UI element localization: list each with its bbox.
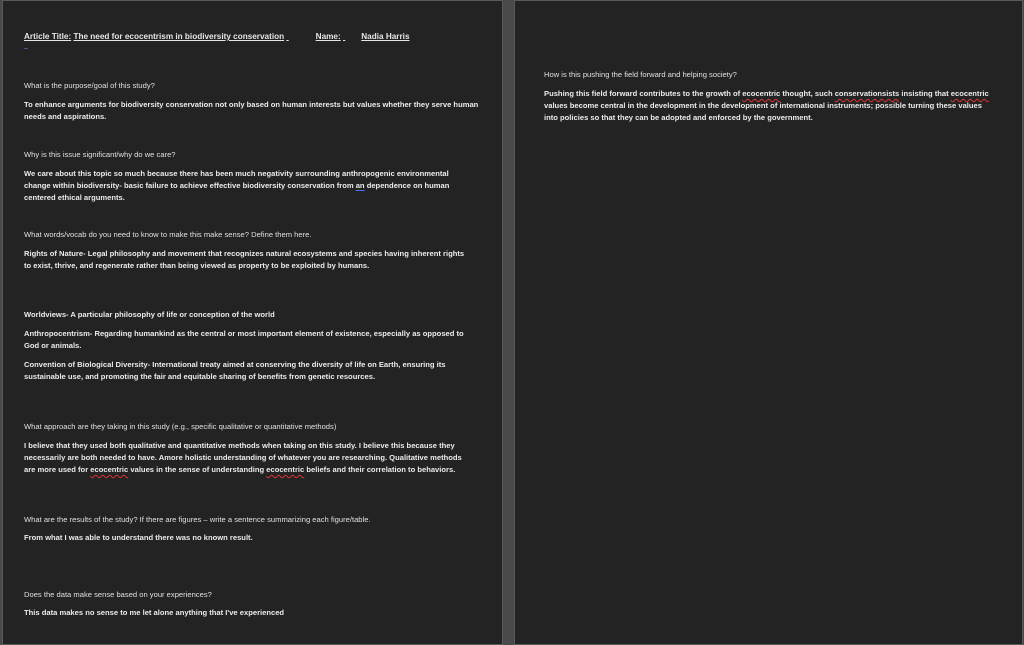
answer-significance[interactable] (24, 168, 474, 204)
text-cursor-mark: ‒ (24, 45, 28, 52)
vocab-worldviews[interactable]: Worldviews- A particular philosophy of life or conception of the world (24, 310, 275, 319)
question-significance: Why is this issue significant/why do we care? (24, 150, 176, 159)
answer-field-text-4: values become central in the development in the development of international instruments; possible turning these values into policies so that they can be adopted and enforced by the government. (544, 101, 982, 122)
answer-field-text-1: Pushing this field forward contributes to the growth of (544, 89, 743, 98)
answer-approach[interactable] (24, 440, 469, 476)
question-data-sense: Does the data make sense based on your experiences? (24, 590, 212, 599)
spelling-flag-ecocentric[interactable]: ecocentric (266, 465, 305, 474)
name-underline-gap (343, 32, 359, 41)
header-line (24, 32, 410, 41)
spelling-flag-conservationsists[interactable]: conservationsists (834, 89, 900, 98)
document-page-left[interactable] (2, 0, 503, 645)
spelling-flag-ecocentric[interactable]: ecocentric (90, 465, 129, 474)
answer-results[interactable]: From what I was able to understand there was no known result. (24, 533, 253, 542)
question-purpose: What is the purpose/goal of this study? (24, 81, 155, 90)
answer-field-text-2: thought, such (780, 89, 835, 98)
question-vocab: What words/vocab do you need to know to make this make sense? Define them here. (24, 230, 312, 239)
answer-approach-text-1: I believe that they used both qualitative and quantitative methods when taking on this study. I believe this because they necessarily are both needed to have. Amore holistic understanding of whatever you are researching. Qualitative methods are more used for (24, 441, 462, 474)
answer-significance-text-1: We care about this topic so much because there has been much negativity surrounding anthropogenic environmental change within biodiversity- basic failure to achieve effective biodiversity conservation from (24, 169, 449, 190)
question-approach: What approach are they taking in this study (e.g., specific qualitative or quantitative methods) (24, 422, 337, 431)
document-page-right[interactable] (514, 0, 1023, 645)
article-title-value: The need for ecocentrism in biodiversity conservation (73, 32, 285, 41)
answer-approach-text-3: beliefs and their correlation to behaviors. (304, 465, 456, 474)
vocab-rights-of-nature[interactable]: Rights of Nature- Legal philosophy and movement that recognizes natural ecosystems and species having inherent rights to exist, thrive, and regenerate rather than being viewed as property to be exploited by humans. (24, 249, 465, 270)
answer-field-text-3: insisting that (899, 89, 951, 98)
answer-purpose[interactable]: To enhance arguments for biodiversity conservation not only based on human interests but values whether they serve human needs and aspirations. (24, 100, 479, 121)
answer-significance-text-2: dependence on human centered ethical arguments. (24, 181, 450, 202)
spelling-flag-ecocentric[interactable]: ecocentric (742, 89, 781, 98)
name-label: Name: (315, 32, 341, 41)
answer-approach-text-2: values in the sense of understanding (128, 465, 267, 474)
article-title-label: Article Title: (24, 32, 72, 41)
answer-data-sense[interactable]: This data makes no sense to me let alone anything that I've experienced (24, 608, 285, 617)
question-field-forward: How is this pushing the field forward and helping society? (544, 70, 737, 79)
question-results: What are the results of the study? If there are figures – write a sentence summarizing each figure/table. (24, 515, 371, 524)
answer-field-forward[interactable] (544, 88, 996, 124)
title-underline-gap (286, 32, 313, 41)
grammar-flag-an[interactable]: an (355, 181, 365, 190)
name-value: Nadia Harris (361, 32, 410, 41)
vocab-convention-biological-diversity[interactable]: Convention of Biological Diversity- International treaty aimed at conserving the diversity of life on Earth, ensuring its sustainable use, and promoting the fair and equitable sharing of benefits from genetic resources. (24, 360, 446, 381)
vocab-anthropocentrism[interactable]: Anthropocentrism- Regarding humankind as the central or most important element of existence, especially as opposed to God or animals. (24, 329, 464, 350)
spelling-flag-ecocentric[interactable]: ecocentric (950, 89, 989, 98)
